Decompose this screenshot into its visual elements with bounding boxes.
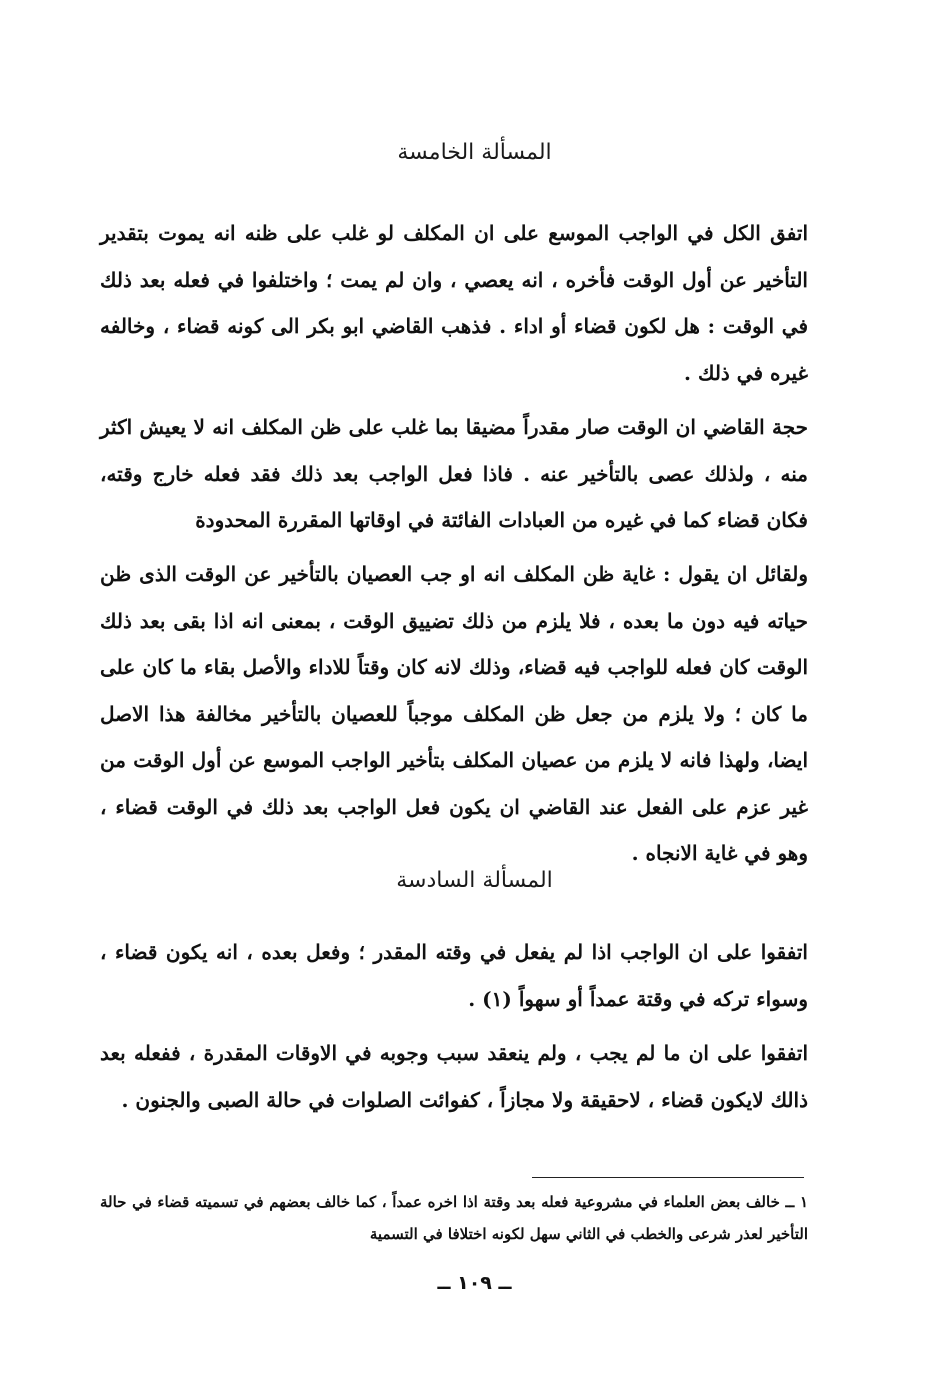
- paragraph-qadi-argument: حجة القاضي ان الوقت صار مقدراً مضيقا بما غلب على ظن المكلف انه لا يعيش اكثر منه ، ولذلك عصى بالتأخير عنه . فاذا فعل الواجب بعد ذلك فقد فعله خارج وقته، فكان قضاء كما في غيره من العبادات الفائتة في اوقاتها المقررة المحدودة: [100, 415, 808, 532]
- paragraph-non-obligatory: اتفقوا على ان ما لم يجب ، ولم ينعقد سبب وجوبه في الاوقات المقدرة ، ففعله بعد ذالك لايكون قضاء ، لاحقيقة ولا مجازاً ، كفوائت الصلوات في حالة الصبى والجنون .: [100, 1041, 808, 1112]
- footnote-divider: [532, 1177, 804, 1178]
- page-number: ــ ١٠٩ ــ: [437, 1272, 512, 1294]
- paragraph-objection: ولقائل ان يقول : غاية ظن المكلف انه او جب العصيان بالتأخير عن الوقت الذى ظن حياته فيه دون ما بعده ، فلا يلزم من ذلك تضييق الوقت ، بمعنى انه اذا بقى بعد ذلك الوقت كان فعله للواجب فيه قضاء، وذلك لانه كان وقتاً للاداء والأصل بقاء ما كان على ما كان ؛ ولا يلزم من جعل ظن المكلف موجباً للعصيان بالتأخير مخالفة هذا الاصل ايضا، ولهذا فانه لا يلزم من عصيان المكلف بتأخير الواجب الموسع عن أول الوقت من غير عزم على الفعل عند القاضي ان يكون فعل الواجب بعد ذلك في الوقت قضاء ، وهو في غاية الانجاه .: [100, 562, 808, 865]
- paragraph-agreement: اتفق الكل في الواجب الموسع على ان المكلف لو غلب على ظنه انه يموت بتقدير التأخير عن أول الوقت فأخره ، انه يعصي ، وان لم يمت ؛ واختلفوا في فعله بعد ذلك في الوقت : هل لكون قضاء أو اداء . فذهب القاضي ابو بكر الى كونه قضاء ، وخالفه غيره في ذلك .: [100, 221, 808, 385]
- paragraph-missed-duty: اتفقوا على ان الواجب اذا لم يفعل في وقته المقدر ؛ وفعل بعده ، انه يكون قضاء ، وسواء تركه في وقتة عمداً أو سهواً (١) .: [100, 940, 808, 1011]
- section-heading-sixth-issue: المسألة السادسة: [396, 868, 553, 893]
- section-heading-fifth-issue: المسألة الخامسة: [397, 140, 552, 165]
- footnote: ١ ــ خالف بعض العلماء في مشروعية فعله بعد وقتة اذا اخره عمداً ، كما خالف بعضهم في تسميته قضاء في حالة التأخير لعذر شرعى والخطب في الثاني سهل لكونه اختلافا في التسمية: [100, 1193, 808, 1243]
